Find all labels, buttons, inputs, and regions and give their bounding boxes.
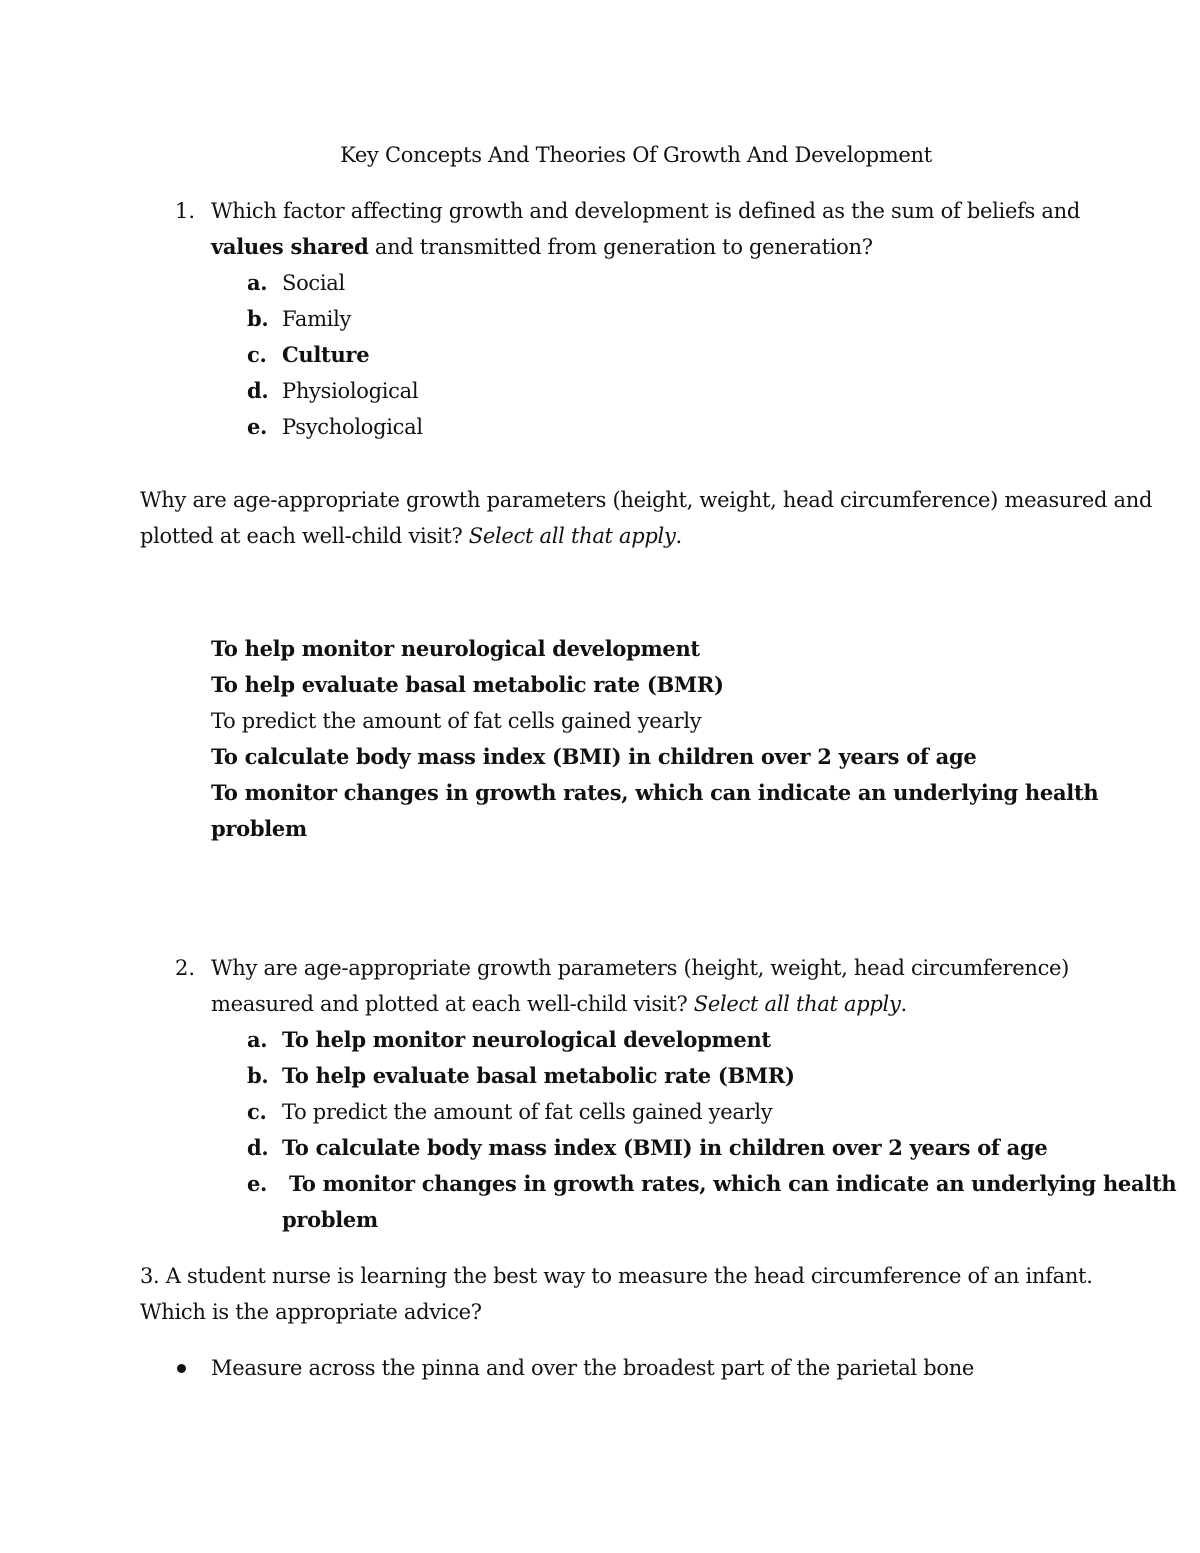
q2-option-c: To predict the amount of fat cells gained yearly: [282, 1100, 773, 1124]
q2-text-line1: Why are age-appropriate growth parameters (height, weight, head circumference): [211, 956, 1070, 980]
q1-option-letter-a: a.: [247, 270, 268, 295]
q1-emphasis: values shared: [211, 234, 369, 259]
q1-number: 1.: [175, 199, 196, 223]
select-all-instruction: Select all that apply: [468, 524, 676, 548]
q1-text-line2-rest: and transmitted from generation to generation?: [368, 235, 873, 259]
q3-bullet-item: Measure across the pinna and over the broadest part of the parietal bone: [211, 1356, 975, 1380]
q2-option-letter-d: d.: [247, 1135, 269, 1160]
q2-option-e-cont: problem: [282, 1207, 378, 1232]
q1-text-line2: [211, 229, 873, 265]
q2-option-letter-e: e.: [247, 1171, 268, 1196]
unnumbered-question-line2-text: plotted at each well-child visit?: [140, 524, 469, 548]
q2-option-a: To help monitor neurological development: [282, 1027, 771, 1052]
unnumbered-answer-2: To help evaluate basal metabolic rate (BMR): [211, 672, 724, 697]
q2-option-letter-b: b.: [247, 1063, 269, 1088]
unnumbered-question-line1: Why are age-appropriate growth parameters (height, weight, head circumference) measured and: [140, 488, 1153, 512]
q2-text-line2: [211, 986, 907, 1022]
q2-option-letter-a: a.: [247, 1027, 268, 1052]
q1-option-e: Psychological: [282, 415, 423, 439]
bullet-icon: [177, 1364, 186, 1373]
unnumbered-answer-5: To monitor changes in growth rates, which can indicate an underlying health: [211, 780, 1099, 805]
q1-option-b: Family: [282, 307, 352, 331]
q1-option-letter-c: c.: [247, 342, 267, 367]
q2-option-d: To calculate body mass index (BMI) in children over 2 years of age: [282, 1135, 1048, 1160]
q1-option-letter-b: b.: [247, 306, 269, 331]
q2-option-letter-c: c.: [247, 1099, 267, 1124]
q2-text-line2-plain: measured and plotted at each well-child visit?: [211, 992, 694, 1016]
q1-option-d: Physiological: [282, 379, 419, 403]
q2-number: 2.: [175, 956, 196, 980]
unnumbered-question-line2-end: .: [675, 524, 682, 548]
q1-option-a: Social: [282, 271, 345, 295]
q2-text-line2-end: .: [900, 992, 907, 1016]
q1-option-letter-e: e.: [247, 414, 268, 439]
q2-select-all-instruction: Select all that apply: [693, 992, 901, 1016]
q2-option-e: To monitor changes in growth rates, which can indicate an underlying health: [282, 1171, 1177, 1196]
q1-option-letter-d: d.: [247, 378, 269, 403]
q1-option-c: Culture: [282, 342, 370, 367]
q3-text-line2: Which is the appropriate advice?: [140, 1300, 482, 1324]
q3-text-line1: 3. A student nurse is learning the best way to measure the head circumference of an infant.: [140, 1264, 1093, 1288]
unnumbered-answer-5-cont: problem: [211, 816, 307, 841]
unnumbered-answer-1: To help monitor neurological development: [211, 636, 700, 661]
unnumbered-answer-3: To predict the amount of fat cells gained yearly: [211, 709, 702, 733]
unnumbered-answer-4: To calculate body mass index (BMI) in children over 2 years of age: [211, 744, 977, 769]
page-title: Key Concepts And Theories Of Growth And Development: [340, 143, 932, 167]
q1-text-line1: Which factor affecting growth and development is defined as the sum of beliefs and: [211, 199, 1080, 223]
unnumbered-question-line2: [140, 518, 682, 554]
q2-option-b: To help evaluate basal metabolic rate (BMR): [282, 1063, 795, 1088]
